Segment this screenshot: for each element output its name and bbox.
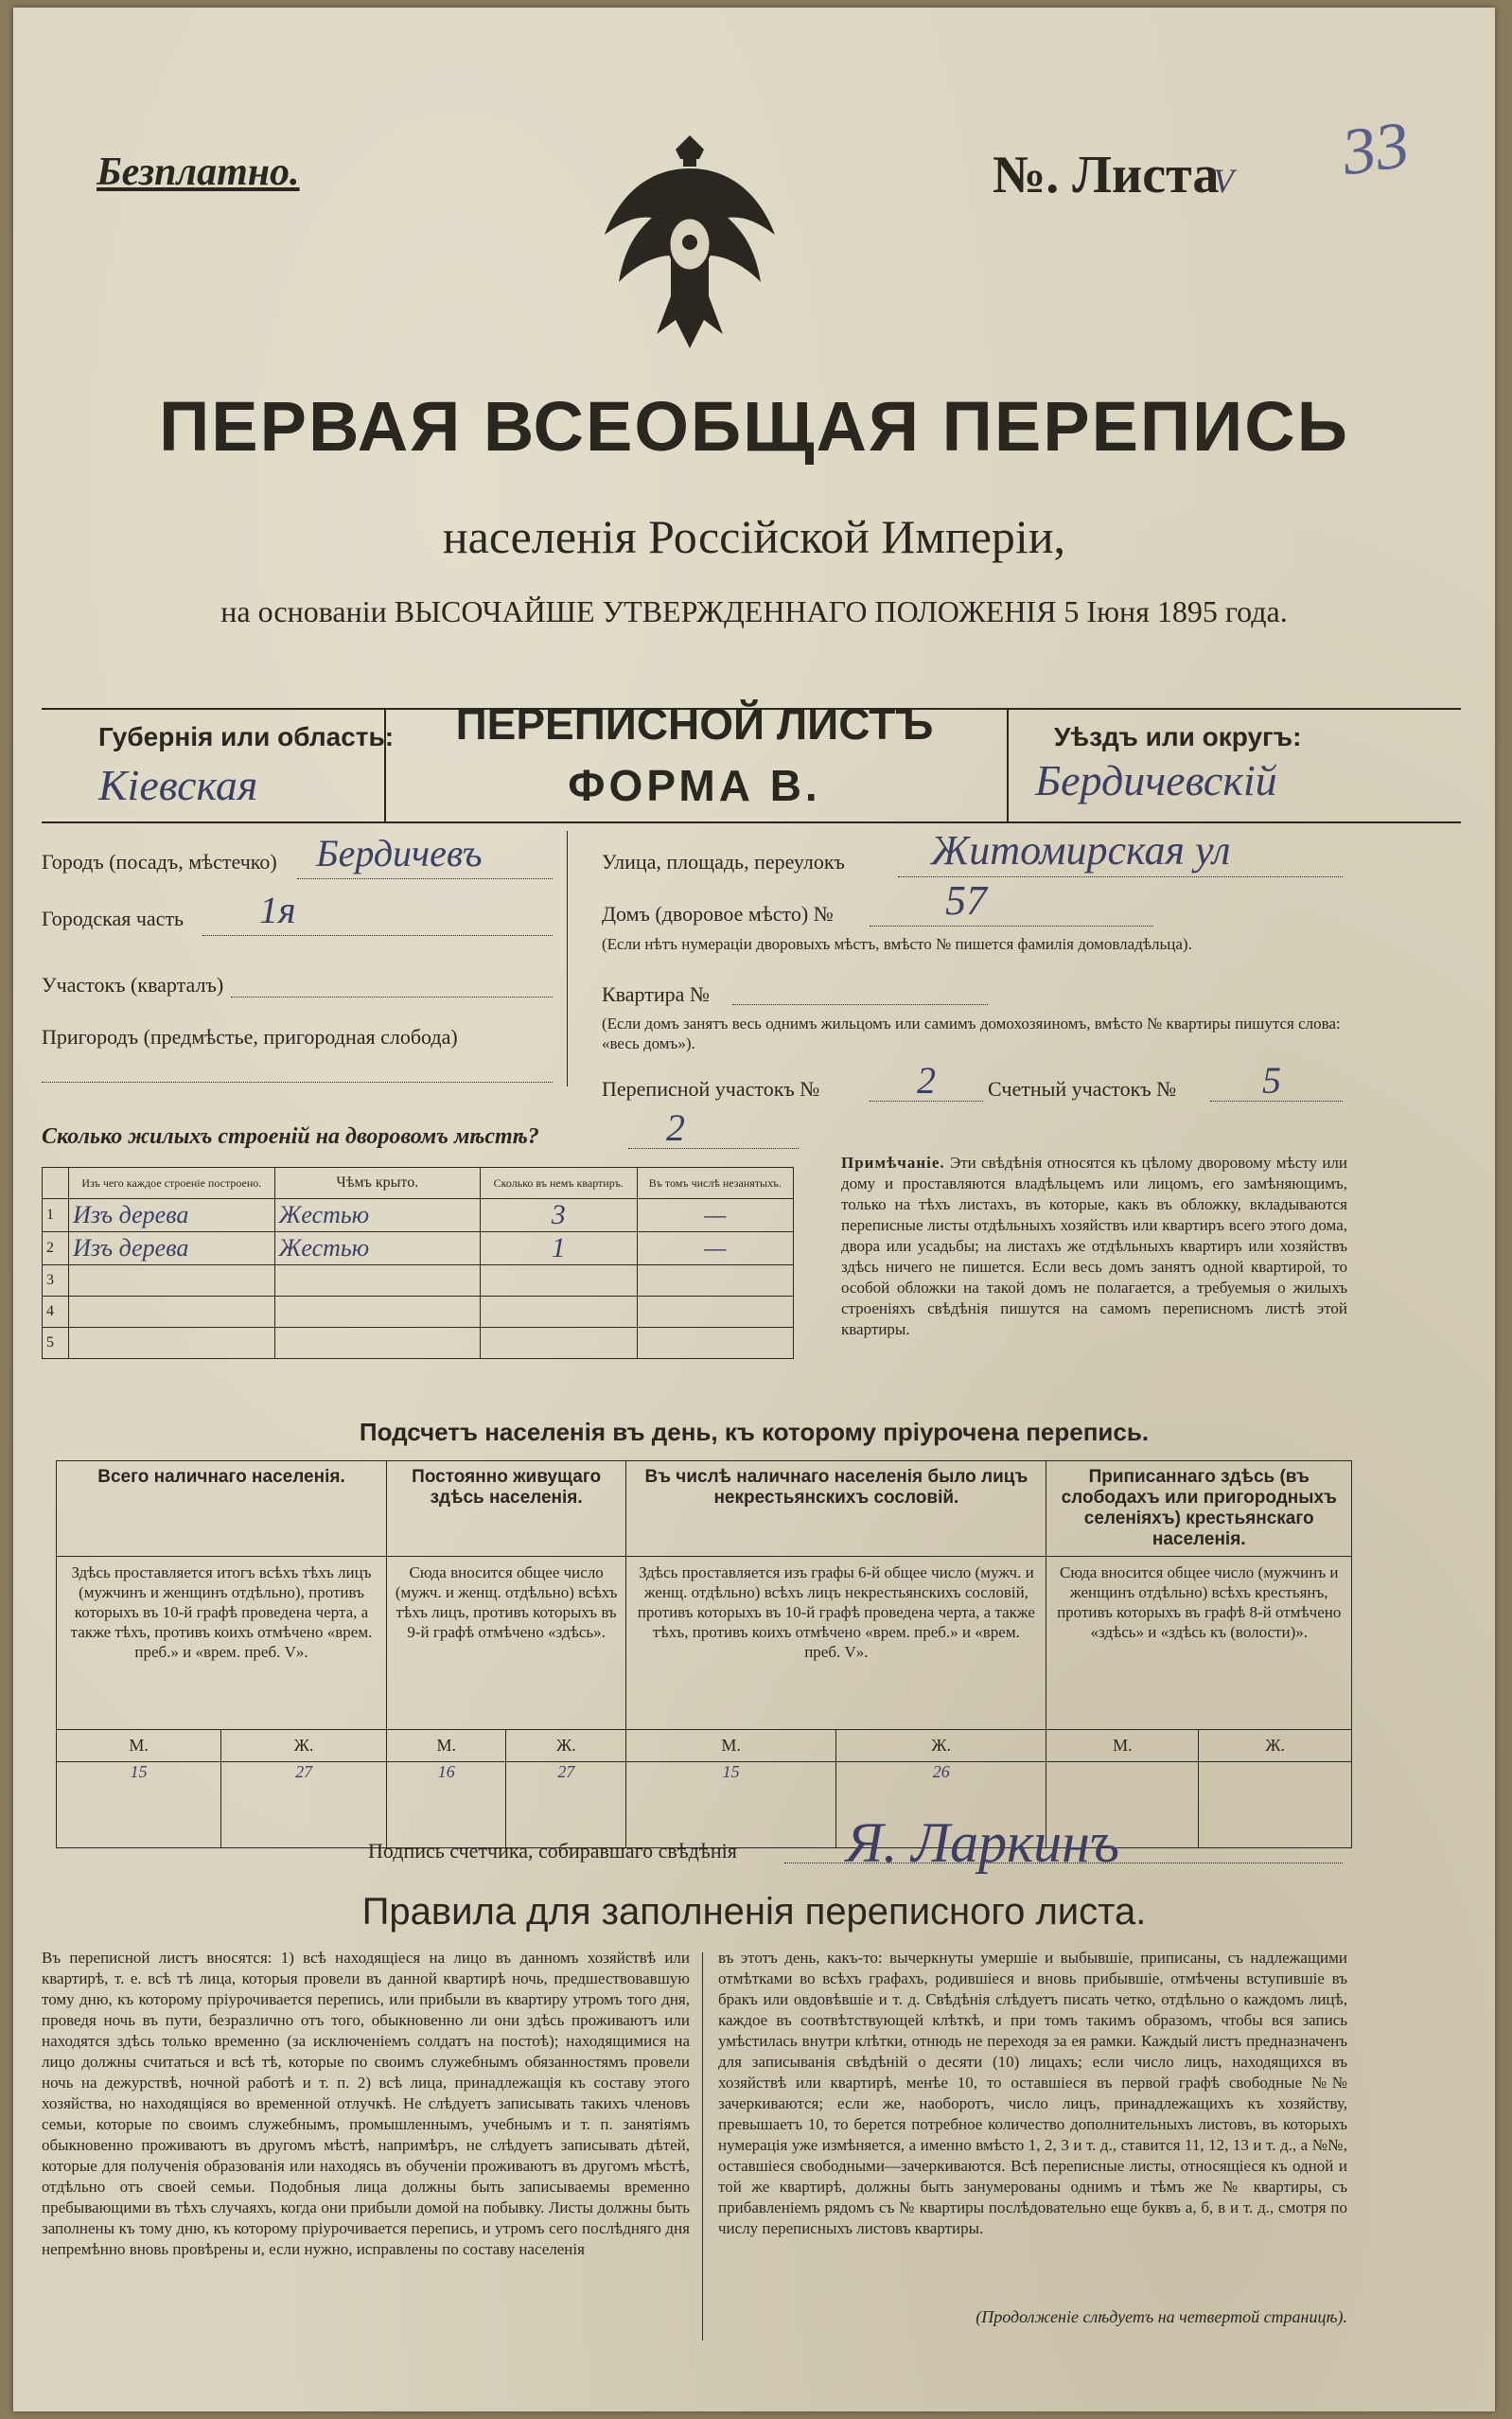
row-number: 3 (43, 1265, 69, 1297)
header-rule-bottom (42, 821, 1461, 823)
kvartira-label: Квартира № (602, 982, 710, 1006)
census-sheet (13, 8, 1495, 2411)
schet-uch-value: 5 (1262, 1059, 1281, 1102)
material-cell: Изъ дерева (69, 1199, 274, 1232)
ulitsa-value: Житомирская ул (931, 827, 1231, 874)
rules-divider (702, 1952, 703, 2340)
schet-uch-line (1210, 1101, 1343, 1102)
header-divider-right (1007, 708, 1009, 821)
kv-cell (481, 1297, 637, 1328)
header-roof: Чѣмъ крыто. (274, 1168, 480, 1199)
free-cell (637, 1328, 793, 1359)
buildings-table (42, 1167, 794, 1359)
header-free: Въ томъ числѣ незанятыхъ. (637, 1168, 793, 1199)
count-mf-row (57, 1730, 1352, 1762)
count-head-nonpeasant: Въ числѣ наличнаго населенія было лицъ некрестьянскихъ сословій. (626, 1461, 1046, 1557)
header-kv: Сколько въ немъ квартиръ. (481, 1168, 637, 1199)
zh-label: Ж. (506, 1730, 626, 1762)
material-cell: Изъ дерева (69, 1232, 274, 1265)
m-label: М. (626, 1730, 836, 1762)
kv-cell (481, 1328, 637, 1359)
row-number: 5 (43, 1328, 69, 1359)
schet-uch-label: Счетный участокъ № (988, 1077, 1177, 1101)
table-row (43, 1328, 794, 1359)
count-title: Подсчетъ населенія въ день, къ которому пріурочена перепись. (359, 1418, 1150, 1446)
address-divider (567, 831, 568, 1086)
roof-cell (274, 1297, 480, 1328)
basis-line: на основаніи ВЫСОЧАЙШЕ УТВЕРЖДЕННАГО ПОЛОЖЕНІЯ 5 Іюня 1895 года. (220, 594, 1288, 628)
uchastok-line (231, 997, 553, 998)
prigorod-line (42, 1082, 553, 1083)
archive-number: 33 (1337, 108, 1414, 190)
value-total-zh: 27 (221, 1762, 387, 1848)
counter-signature: Я. Ларкинъ (846, 1811, 1120, 1874)
form-subtitle: ФОРМА В. (568, 761, 821, 810)
sheet-number-label: №. Листа (993, 146, 1220, 204)
value-nonpeasant-zh: 26 (835, 1762, 1046, 1848)
kv-cell (481, 1265, 637, 1297)
free-cell: — (637, 1232, 793, 1265)
dom-line (870, 926, 1153, 927)
gorod-label: Городъ (посадъ, мѣстечко) (42, 850, 277, 874)
uezd-value: Бердичевскій (1035, 756, 1277, 804)
count-head-permanent: Постоянно живущаго здѣсь населенія. (387, 1461, 626, 1557)
free-cell: — (637, 1199, 793, 1232)
zh-label: Ж. (835, 1730, 1046, 1762)
perepis-uch-line (870, 1101, 983, 1102)
prigorod-label: Пригородъ (предмѣстье, пригородная слобода) (42, 1025, 458, 1049)
dom-value: 57 (945, 877, 987, 924)
count-values-row (57, 1762, 1352, 1848)
free-label: Безплатно. (97, 150, 300, 194)
m-label: М. (1046, 1730, 1199, 1762)
zh-label: Ж. (221, 1730, 387, 1762)
header-material: Изъ чего каждое строеніе построено. (69, 1168, 274, 1199)
roof-cell: Жестью (274, 1199, 480, 1232)
row-number: 1 (43, 1199, 69, 1232)
gubernia-label: Губернія или область: (98, 722, 395, 751)
row-number: 2 (43, 1232, 69, 1265)
table-row (43, 1199, 794, 1232)
uezd-label: Уѣздъ или округъ: (1054, 722, 1302, 751)
main-title: ПЕРВАЯ ВСЕОБЩАЯ ПЕРЕПИСЬ (159, 387, 1349, 466)
kvartira-note: (Если домъ занятъ весь однимъ жильцомъ или самимъ домохозяиномъ, вмѣсто № квартиры пишутся слова: «весь домъ»). (602, 1015, 1341, 1052)
kv-cell: 1 (481, 1232, 637, 1265)
note-text: Эти свѣдѣнія относятся къ цѣлому дворовому мѣсту или дому и проставляются владѣльцемъ или лицомъ, его замѣняющимъ, только на тѣхъ листахъ, въ которые, какъ въ обложку, вкладываются переписные листы отдѣльныхъ хозяйствъ или квартиръ всего этого дома, двора или усадьбы; на листахъ же отдѣльныхъ квартиръ или хозяйствъ здѣсь ничего не пишется. Если весь домъ занятъ одной квартирой, то особой обложки на такой домъ не полагается, а требуемыя о жилыхъ строеніяхъ свѣдѣнія пишутся на самомъ переписномъ листѣ этой квартиры. (841, 1154, 1347, 1338)
buildings-header-row (43, 1168, 794, 1199)
value-total-m: 15 (57, 1762, 221, 1848)
form-title: ПЕРЕПИСНОЙ ЛИСТЪ (455, 699, 934, 749)
material-cell (69, 1328, 274, 1359)
row-number: 4 (43, 1297, 69, 1328)
count-desc-nonpeasant: Здѣсь проставляется изъ графы 6-й общее число (мужч. и женщ. отдѣльно) всѣхъ лицъ некрестьянскихъ сословій, противъ которыхъ въ 10-й графѣ проведена черта, а также тѣхъ, противъ коихъ отмѣчено «врем. преб.» и «врем. преб. V». (626, 1557, 1046, 1730)
material-cell (69, 1265, 274, 1297)
signature-label: Подпись счетчика, собиравшаго свѣдѣнія (368, 1839, 737, 1863)
rules-right-column: въ этотъ день, какъ-то: вычеркнуты умершіе и выбывшіе, приписаны, съ надлежащими отмѣтками во всѣхъ графахъ, родившіеся и вновь прибывшіе, отмѣчены вступившіе въ бракъ или овдовѣвшіе и т. д. Свѣдѣнія слѣдуетъ писать четко, отдѣльно о каждомъ лицѣ, каждое въ соотвѣтствующей клѣткѣ, и при томъ такимъ образомъ, чтобы вся запись умѣстилась внутри клѣтки, отнюдь не переходя за ея рамки. Каждый листъ предназначенъ для записыванія свѣдѣній о десяти (10) лицахъ; если число лицъ, находящихся въ хозяйствѣ или квартирѣ, менѣе 10, то оставшіеся въ первой графѣ свободные №№ зачеркиваются; если же, наоборотъ, число лицъ, принадлежащихъ къ хозяйству, превышаетъ 10, то берется потребное количество дополнительныхъ листовъ, въ которыхъ нумерація уже измѣняется, а именно вмѣсто 1, 2, 3 и т. д., ставится 11, 12, 13 и т. д., а №№, оставшіеся свободными—зачеркиваются. Всѣ переписные листы, относящіеся къ одной и той же квартирѣ, должны быть занумерованы однимъ и тѣмъ же № квартиры, съ прибавленіемъ рядомъ съ № квартиры послѣдовательно еще буквъ а, б, в и т. д., смотря по числу переписныхъ листовъ квартиры. (718, 1949, 1347, 2237)
count-head-peasant: Приписаннаго здѣсь (въ слободахъ или пригородныхъ селеніяхъ) крестьянскаго населенія. (1046, 1461, 1352, 1557)
imperial-eagle-emblem (581, 131, 799, 358)
table-row (43, 1265, 794, 1297)
chast-value: 1я (259, 889, 296, 931)
dom-note: (Если нѣтъ нумераціи дворовыхъ мѣстъ, вмѣсто № пишется фамилія домовладѣльца). (602, 935, 1192, 953)
roof-cell (274, 1328, 480, 1359)
perepis-uch-value: 2 (917, 1059, 936, 1102)
material-cell (69, 1297, 274, 1328)
stroeniy-value: 2 (666, 1106, 685, 1149)
count-head-row (57, 1461, 1352, 1557)
free-cell (637, 1297, 793, 1328)
zh-label: Ж. (1199, 1730, 1352, 1762)
table-row (43, 1232, 794, 1265)
gubernia-value: Кіевская (98, 761, 258, 809)
m-label: М. (387, 1730, 506, 1762)
rules-left-column: Въ переписной листъ вносятся: 1) всѣ находящіеся на лицо въ данномъ хозяйствѣ или квартирѣ, т. е. всѣ тѣ лица, которыя провели въ данной квартирѣ ночь, предшествовавшую тому дню, къ которому пріурочивается перепись, или прибыли въ квартиру утромъ того дня, проведя ночь въ пути, безразлично отъ того, обыкновенно ли они здѣсь проживаютъ или находятся здѣсь только временно (за исключеніемъ солдатъ на постоѣ); находящимися на лицо должны считаться и всѣ тѣ, которые по своимъ служебнымъ обязанностямъ провели ночь на дежурствѣ, ночной работѣ и т. п. 2) всѣ лица, принадлежащія къ составу этого хозяйства, но находящіяся во временной отлучкѣ. Не слѣдуетъ записывать такихъ членовъ семьи, которые по своимъ служебнымъ, промышленнымъ, учебнымъ и т. п. занятіямъ обыкновенно проживаютъ въ другомъ мѣстѣ, напримѣръ, не слѣдуетъ записывать дѣтей, которые для полученія образованія или находясь въ обученіи проживаютъ въ другомъ мѣстѣ, отдѣльно отъ своей семьи. Подобныя лица должны быть записываемы временно пребывающими въ тѣхъ случаяхъ, когда они прибыли домой на побывку. Листы должны быть заполнены къ тому дню, къ которому пріурочивается перепись, и утромъ сего послѣдняго дня непремѣнно вновь провѣрены и, если нужно, исправлены по составу населенія (42, 1949, 690, 2258)
perepis-uch-label: Переписной участокъ № (602, 1077, 820, 1101)
dom-label: Домъ (дворовое мѣсто) № (602, 902, 834, 926)
table-row (43, 1297, 794, 1328)
m-label: М. (57, 1730, 221, 1762)
gorod-value: Бердичевъ (316, 832, 483, 874)
roof-cell: Жестью (274, 1232, 480, 1265)
kv-cell: 3 (481, 1199, 637, 1232)
value-peasant-zh (1199, 1762, 1352, 1848)
count-head-total: Всего наличнаго населенія. (57, 1461, 387, 1557)
chast-line (202, 935, 553, 936)
note-label: Примѣчаніе. (841, 1154, 945, 1172)
ulitsa-label: Улица, площадь, переулокъ (602, 850, 845, 874)
stroeniy-line (628, 1148, 799, 1149)
subtitle: населенія Россійской Имперіи, (442, 510, 1066, 563)
sheet-number-value: V (1213, 162, 1234, 200)
note-block (841, 1153, 1347, 1340)
stroeniy-label: Сколько жилыхъ строеній на дворовомъ мѣстѣ? (42, 1124, 539, 1149)
gorod-line (297, 878, 553, 879)
count-desc-row (57, 1557, 1352, 1730)
count-table (56, 1460, 1352, 1848)
value-permanent-zh: 27 (506, 1762, 626, 1848)
uchastok-label: Участокъ (кварталъ) (42, 973, 224, 997)
rules-title: Правила для заполненія переписного листа. (361, 1891, 1147, 1933)
count-desc-permanent: Сюда вносится общее число (мужч. и женщ. отдѣльно) всѣхъ тѣхъ лицъ, противъ которыхъ въ 9-й графѣ отмѣчено «здѣсь». (387, 1557, 626, 1730)
value-permanent-m: 16 (387, 1762, 506, 1848)
chast-label: Городская часть (42, 907, 185, 930)
value-nonpeasant-m: 15 (626, 1762, 836, 1848)
free-cell (637, 1265, 793, 1297)
count-desc-peasant: Сюда вносится общее число (мужчинъ и женщинъ отдѣльно) всѣхъ крестьянъ, противъ которыхъ въ графѣ 8-й отмѣчено «здѣсь» и «здѣсь къ (волости)». (1046, 1557, 1352, 1730)
count-desc-total: Здѣсь проставляется итогъ всѣхъ тѣхъ лицъ (мужчинъ и женщинъ отдѣльно), противъ которыхъ въ 10-й графѣ проведена черта, а также тѣхъ, противъ коихъ отмѣчено «врем. преб.» и «врем. преб. V». (57, 1557, 387, 1730)
kvartira-line (732, 1004, 988, 1005)
roof-cell (274, 1265, 480, 1297)
continuation-note: (Продолженіе слѣдуетъ на четвертой страницѣ). (976, 2307, 1347, 2326)
